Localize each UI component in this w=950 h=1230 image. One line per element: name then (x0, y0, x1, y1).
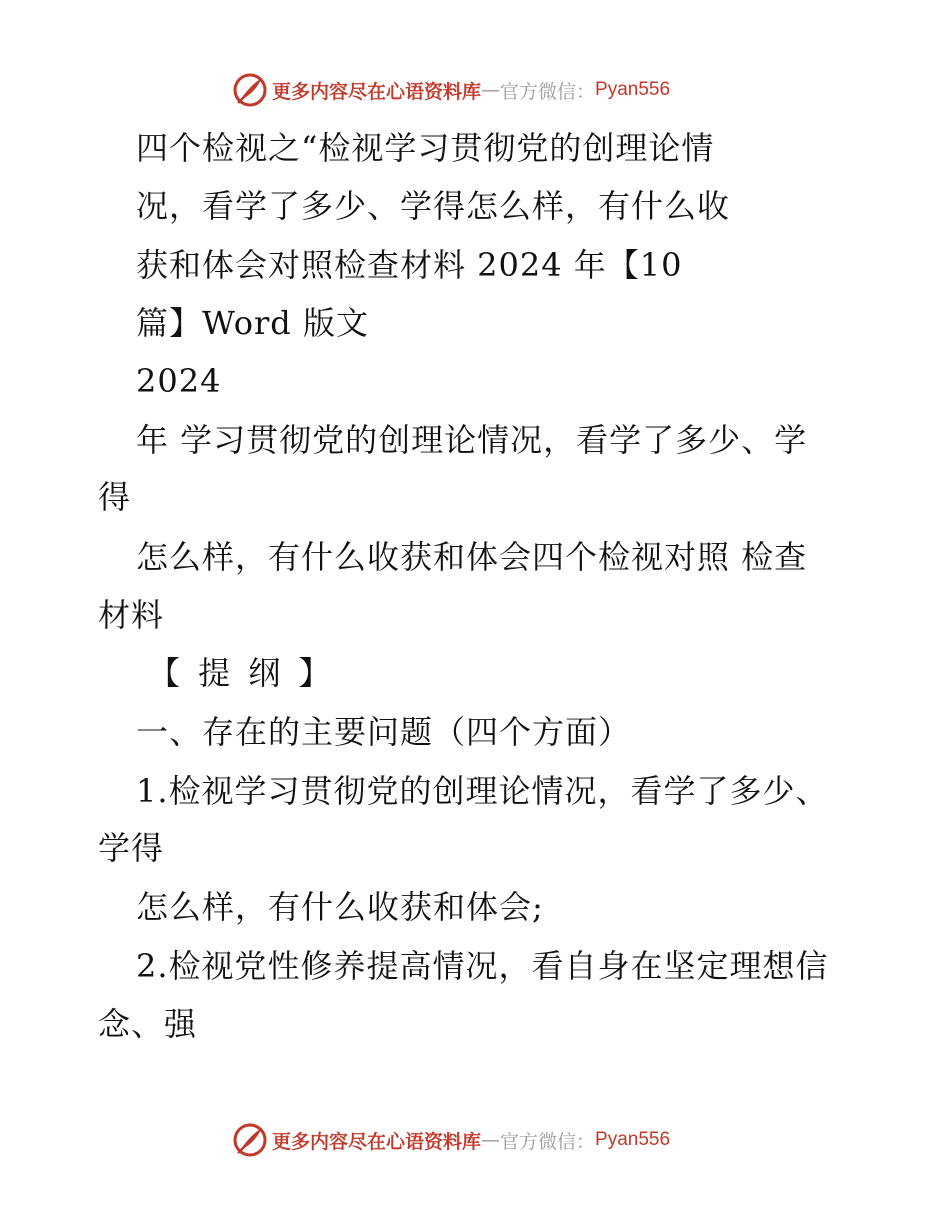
outline-heading: 【 提 纲 】 (148, 654, 335, 692)
watermark-site-text: 更多内容尽在心语资料库 (272, 1130, 482, 1153)
watermark-label: 官方微信： (500, 1130, 596, 1153)
item-1-line-1: 1.检视学习贯彻党的创理论情况，看学了多少、 (136, 772, 829, 810)
title-line-1: 四个检视之“检视学习贯彻党的创理论情 (136, 129, 715, 167)
watermark-handle: Pyan556 (595, 79, 671, 100)
feather-quill-circle-icon (232, 1122, 268, 1158)
watermark-label: 官方微信： (500, 80, 596, 103)
subtitle-line-1: 年 学习贯彻党的创理论情况，看学了多少、学 (136, 421, 808, 459)
watermark-banner-top (0, 70, 950, 110)
watermark-banner-bottom (0, 1120, 950, 1160)
subtitle-line-2: 怎么样，有什么收获和体会四个检视对照 检查 (136, 538, 808, 576)
watermark-dash: — (481, 79, 501, 101)
watermark-site-text: 更多内容尽在心语资料库 (272, 80, 482, 103)
feather-quill-circle-icon (232, 72, 268, 108)
section-1-heading: 一、存在的主要问题（四个方面） (136, 713, 632, 751)
subtitle-line-1-wrap: 得 (98, 478, 132, 516)
year-line: 2024 (136, 362, 222, 400)
title-line-3: 获和体会对照检查材料 2024 年【10 (136, 246, 683, 284)
item-2-line-1: 2.检视党性修养提高情况，看自身在坚定理想信 (136, 947, 829, 985)
watermark-row (232, 70, 670, 110)
item-1-line-1-wrap: 学得 (98, 829, 165, 867)
title-line-2: 况，看学了多少、学得怎么样，有什么收 (136, 187, 731, 225)
subtitle-line-2-wrap: 材料 (98, 596, 165, 634)
watermark-row (232, 1120, 670, 1160)
watermark-dash: — (481, 1129, 501, 1151)
watermark-handle: Pyan556 (595, 1129, 671, 1150)
title-line-4: 篇】Word 版文 (136, 304, 369, 342)
item-2-line-1-wrap: 念、强 (98, 1005, 198, 1043)
item-1-line-2: 怎么样，有什么收获和体会; (136, 888, 544, 926)
